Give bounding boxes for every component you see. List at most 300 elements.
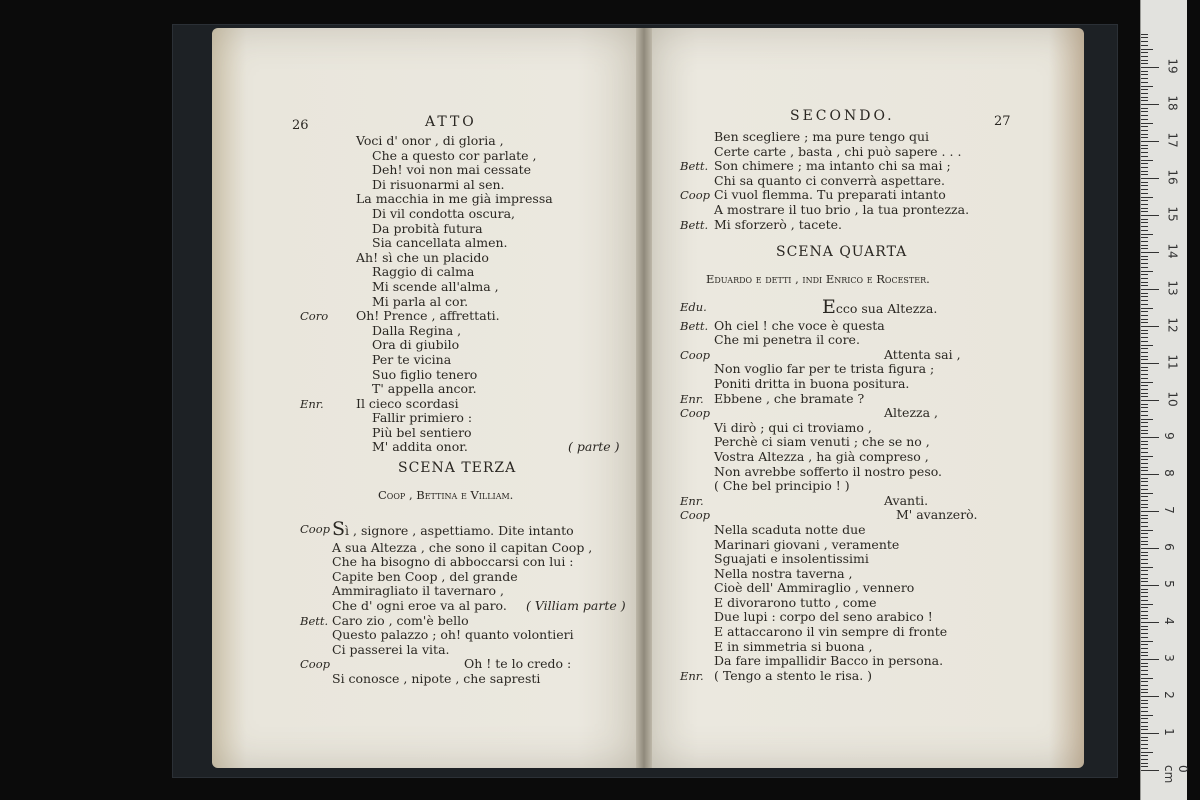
ruler-tick (1141, 300, 1148, 301)
verse-line (714, 421, 872, 436)
verse-line (372, 149, 537, 164)
line-text: La macchia in me già impressa (356, 191, 553, 207)
text-line (680, 625, 1000, 640)
speaker-label: Enr. (680, 668, 704, 683)
text-line (300, 657, 630, 672)
ruler-tick (1141, 530, 1153, 531)
ruler-tick (1141, 89, 1148, 90)
verse-line (714, 669, 872, 684)
ruler-tick (1141, 626, 1148, 627)
ruler-tick (1141, 585, 1159, 586)
ruler-tick (1141, 141, 1159, 142)
verse-line (332, 570, 518, 585)
speaker-label: Bett. (300, 613, 329, 628)
ruler-tick (1141, 522, 1148, 523)
line-text: Attenta sai , (884, 346, 961, 362)
ruler-tick (1141, 115, 1148, 116)
line-text: Suo figlio tenero (372, 366, 478, 382)
ruler-tick (1141, 715, 1153, 716)
text-line (300, 222, 630, 237)
ruler-tick (1141, 49, 1153, 50)
ruler-tick (1141, 111, 1148, 112)
verse-line (372, 265, 474, 280)
ruler-tick (1141, 467, 1148, 468)
ruler-tick (1141, 437, 1159, 438)
line-text: Mi scende all'alma , (372, 278, 499, 294)
line-text: Fallir primiero : (372, 410, 473, 426)
verse-line (372, 368, 477, 383)
line-text: A sua Altezza , che sono il capitan Coop , (332, 539, 593, 555)
ruler-tick (1141, 82, 1148, 83)
text-line (680, 377, 1000, 392)
text-line (680, 567, 1000, 582)
verse-line (714, 567, 853, 582)
ruler-number: 19 (1165, 58, 1180, 74)
ruler-tick (1141, 345, 1153, 346)
line-text: Altezza , (884, 405, 939, 421)
line-text: ( Che bel principio ! ) (714, 478, 850, 494)
ruler-tick (1141, 537, 1148, 538)
text-line (680, 362, 1000, 377)
ruler-tick (1141, 211, 1148, 212)
line-text: Certe carte , basta , chi può sapere . . . (714, 143, 962, 159)
ruler-tick (1141, 441, 1148, 442)
ruler-tick (1141, 370, 1148, 371)
ruler-tick (1141, 163, 1148, 164)
verse-line (714, 203, 969, 218)
ruler-tick (1141, 433, 1148, 434)
verse-line (714, 130, 929, 145)
ruler-tick (1141, 659, 1159, 660)
text-line (300, 555, 630, 570)
line-text: Perchè ci siam venuti ; che se no , (714, 434, 930, 450)
verse-line (372, 222, 483, 237)
ruler-number: 5 (1161, 580, 1176, 588)
ruler-number: 10 (1165, 391, 1180, 407)
verse-line (356, 251, 489, 266)
verse-line (332, 584, 504, 599)
ruler-tick (1141, 119, 1148, 120)
ruler-tick (1141, 100, 1148, 101)
verse-line (372, 382, 477, 397)
verse-line (884, 494, 928, 509)
ruler-tick (1141, 222, 1148, 223)
verse-line (714, 479, 850, 494)
scene-title-quarta: SCENA QUARTA (776, 244, 908, 260)
running-header-right: SECONDO. (790, 108, 895, 124)
text-line (680, 392, 1000, 407)
text-line (300, 599, 630, 614)
speaker-label: Coop (680, 347, 711, 362)
line-text: Che ha bisogno di abboccarsi con lui : (332, 554, 574, 570)
speaker-label: Bett. (680, 217, 709, 232)
ruler-tick (1141, 356, 1148, 357)
ruler-tick (1141, 518, 1148, 519)
ruler-number: 13 (1165, 280, 1180, 296)
verse-line (884, 406, 938, 421)
ruler-tick (1141, 160, 1153, 161)
verse-line (714, 174, 945, 189)
ruler-tick (1141, 552, 1148, 553)
ruler-tick (1141, 478, 1148, 479)
line-text: Capite ben Coop , del grande (332, 568, 518, 584)
ruler-tick (1141, 237, 1148, 238)
ruler-tick (1141, 752, 1153, 753)
line-text: Oh! Prence , affrettati. (356, 308, 500, 324)
ruler-tick (1141, 189, 1148, 190)
ruler-tick (1141, 226, 1148, 227)
ruler-tick (1141, 474, 1159, 475)
ruler-tick (1141, 759, 1148, 760)
text-line (300, 518, 630, 541)
ruler-tick (1141, 197, 1153, 198)
line-text: Si conosce , nipote , che sapresti (332, 670, 541, 686)
verse-line (714, 218, 842, 233)
line-text: Mi sforzerò , tacete. (714, 216, 842, 232)
right-dialogue-block (680, 296, 1000, 683)
ruler-tick (1141, 674, 1148, 675)
verse-line (714, 552, 869, 567)
ruler-tick (1141, 596, 1148, 597)
text-line (300, 207, 630, 222)
speaker-label: Enr. (300, 396, 324, 411)
ruler-tick (1141, 615, 1148, 616)
text-line (680, 218, 1000, 233)
ruler-tick (1141, 271, 1153, 272)
ruler-tick (1141, 41, 1148, 42)
ruler-tick (1141, 285, 1148, 286)
text-line (300, 134, 630, 149)
ruler-tick (1141, 633, 1148, 634)
ruler-tick (1141, 456, 1153, 457)
ruler-tick (1141, 526, 1148, 527)
text-line (680, 669, 1000, 684)
ruler-tick (1141, 282, 1148, 283)
ruler-tick (1141, 156, 1148, 157)
speaker-label: Coop (300, 657, 331, 672)
left-verse-block (300, 134, 630, 455)
ruler-tick (1141, 148, 1148, 149)
verse-line (356, 192, 553, 207)
line-text: Oh ciel ! che voce è questa (714, 317, 885, 333)
ruler-tick (1141, 570, 1148, 571)
ruler-tick (1141, 559, 1148, 560)
ruler-tick (1141, 485, 1148, 486)
ruler-tick (1141, 641, 1153, 642)
ruler-number: 17 (1165, 132, 1180, 148)
line-text: Che d' ogni eroe va al paro. (332, 597, 507, 613)
ruler-tick (1141, 174, 1148, 175)
verse-line (714, 640, 872, 655)
ruler-tick (1141, 274, 1148, 275)
ruler-tick (1141, 670, 1148, 671)
ruler-tick (1141, 60, 1148, 61)
verse-line (372, 440, 468, 455)
text-line (680, 596, 1000, 611)
text-line (680, 552, 1000, 567)
text-line (300, 426, 630, 441)
verse-line (714, 581, 914, 596)
text-line (300, 440, 630, 455)
text-line (680, 640, 1000, 655)
text-line (680, 465, 1000, 480)
ruler-number: 15 (1165, 206, 1180, 222)
line-text: cco sua Altezza. (835, 301, 938, 316)
ruler-tick (1141, 367, 1148, 368)
ruler-tick (1141, 296, 1148, 297)
ruler-tick (1141, 567, 1153, 568)
line-text: Questo palazzo ; oh! quanto volontieri (332, 627, 574, 643)
verse-line (332, 614, 469, 629)
ruler-tick (1141, 770, 1159, 771)
ruler-tick (1141, 167, 1148, 168)
line-text: Ah! sì che un placido (356, 249, 489, 265)
ruler-tick (1141, 304, 1148, 305)
line-text: Oh ! te lo credo : (464, 656, 572, 672)
ruler-tick (1141, 493, 1153, 494)
ruler-tick (1141, 507, 1148, 508)
line-text: T' appella ancor. (372, 381, 477, 397)
line-text: Caro zio , com'è bello (332, 612, 469, 628)
line-text: Nella scaduta notte due (714, 521, 866, 537)
ruler-tick (1141, 515, 1148, 516)
ruler-tick (1141, 267, 1148, 268)
verse-line (714, 596, 877, 611)
verse-line (372, 280, 499, 295)
book-gutter (636, 28, 652, 768)
ruler-tick (1141, 145, 1148, 146)
ruler-tick (1141, 607, 1148, 608)
ruler-tick (1141, 104, 1159, 105)
ruler-tick (1141, 622, 1159, 623)
ruler-tick (1141, 182, 1148, 183)
ruler-number: 2 (1161, 691, 1176, 699)
ruler-tick (1141, 578, 1148, 579)
ruler-tick (1141, 444, 1148, 445)
ruler-number: 12 (1165, 317, 1180, 333)
line-text: Avanti. (884, 492, 929, 508)
ruler-tick (1141, 393, 1148, 394)
text-line (300, 295, 630, 310)
ruler-tick (1141, 655, 1148, 656)
ruler-tick (1141, 322, 1148, 323)
verse-line (372, 353, 451, 368)
ruler-tick (1141, 234, 1153, 235)
verse-line (332, 555, 574, 570)
ruler-tick (1141, 430, 1148, 431)
ruler-tick (1141, 740, 1148, 741)
scene-cast-terza: Coop , Bettina e Villiam. (378, 488, 514, 502)
text-line (300, 236, 630, 251)
ruler-tick (1141, 97, 1148, 98)
ruler-tick (1141, 171, 1148, 172)
ruler-tick (1141, 600, 1148, 601)
verse-line (714, 435, 930, 450)
speaker-label: Coop (680, 188, 711, 203)
ruler-tick (1141, 426, 1148, 427)
text-line (680, 203, 1000, 218)
ruler-tick (1141, 415, 1148, 416)
ruler-tick (1141, 130, 1148, 131)
ruler-tick (1141, 681, 1148, 682)
scene-cast-quarta: Eduardo e detti , indi Enrico e Rocester. (706, 272, 930, 286)
ruler-tick (1141, 722, 1148, 723)
text-line (300, 628, 630, 643)
verse-line (884, 348, 961, 363)
text-line (300, 368, 630, 383)
ruler-tick (1141, 541, 1148, 542)
ruler-tick (1141, 289, 1159, 290)
ruler-tick (1141, 208, 1148, 209)
ruler-tick (1141, 604, 1153, 605)
text-line (680, 145, 1000, 160)
speaker-label: Bett. (680, 159, 709, 174)
line-text: Mi parla al cor. (372, 293, 469, 309)
verse-line (332, 518, 574, 540)
ruler-tick (1141, 755, 1148, 756)
ruler-tick (1141, 126, 1148, 127)
line-text: Di vil condotta oscura, (372, 205, 515, 221)
line-text: Per te vicina (372, 351, 452, 367)
verse-line (714, 523, 866, 538)
text-line (300, 353, 630, 368)
verse-line (714, 450, 929, 465)
line-text: M' addita onor. (372, 439, 468, 455)
text-line (680, 174, 1000, 189)
ruler-tick (1141, 219, 1148, 220)
ruler-tick (1141, 718, 1148, 719)
ruler-tick (1141, 696, 1159, 697)
line-text: Ebbene , che bramate ? (714, 390, 865, 406)
text-line (680, 494, 1000, 509)
ruler-tick (1141, 663, 1148, 664)
verse-line (464, 657, 571, 672)
ruler-tick (1141, 463, 1148, 464)
verse-line (714, 610, 933, 625)
ruler-tick (1141, 411, 1148, 412)
ruler-tick (1141, 766, 1148, 767)
speaker-label: Bett. (680, 318, 709, 333)
ruler-tick (1141, 544, 1148, 545)
measurement-ruler (1140, 0, 1190, 800)
verse-line (372, 295, 468, 310)
text-line (300, 382, 630, 397)
verse-line (714, 319, 885, 334)
verse-line (714, 145, 961, 160)
ruler-tick (1141, 652, 1148, 653)
ruler-tick (1141, 419, 1153, 420)
left-dialogue-block (300, 518, 630, 687)
ruler-tick (1141, 363, 1159, 364)
ruler-tick (1141, 703, 1148, 704)
line-text: Da fare impallidir Bacco in persona. (714, 653, 944, 669)
drop-cap: S (332, 518, 346, 540)
ruler-tick (1141, 71, 1148, 72)
ruler-tick (1141, 496, 1148, 497)
ruler-tick (1141, 678, 1153, 679)
verse-line (822, 296, 938, 318)
ruler-tick (1141, 178, 1159, 179)
ruler-tick (1141, 489, 1148, 490)
ruler-tick (1141, 56, 1148, 57)
ruler-tick (1141, 574, 1148, 575)
ruler-number: 18 (1165, 95, 1180, 111)
ruler-tick (1141, 63, 1148, 64)
ruler-tick (1141, 737, 1148, 738)
ruler-tick (1141, 137, 1148, 138)
ruler-tick (1141, 452, 1148, 453)
ruler-tick (1141, 330, 1148, 331)
ruler-tick (1141, 341, 1148, 342)
text-line (300, 672, 630, 687)
text-line (680, 188, 1000, 203)
text-line (300, 178, 630, 193)
line-text: Cioè dell' Ammiraglio , vennero (714, 580, 915, 596)
speaker-label: Coop (680, 508, 711, 523)
ruler-tick (1141, 45, 1148, 46)
ruler-tick (1141, 396, 1148, 397)
ruler-tick (1141, 448, 1148, 449)
text-line (680, 435, 1000, 450)
ruler-tick (1141, 481, 1148, 482)
speaker-label: Coop (300, 522, 331, 536)
verse-line (332, 541, 592, 556)
text-line (680, 319, 1000, 334)
ruler-tick (1141, 500, 1148, 501)
ruler-tick (1141, 193, 1148, 194)
line-text: Nella nostra taverna , (714, 565, 853, 581)
verse-line (714, 333, 860, 348)
ruler-tick (1141, 689, 1148, 690)
verse-line (372, 411, 472, 426)
line-text: Sia cancellata almen. (372, 235, 508, 251)
ruler-tick (1141, 692, 1148, 693)
ruler-tick (1141, 311, 1148, 312)
line-text: Vi dirò ; qui ci troviamo , (714, 419, 872, 435)
ruler-tick (1141, 215, 1159, 216)
text-line (680, 479, 1000, 494)
ruler-tick (1141, 470, 1148, 471)
verse-line (714, 362, 934, 377)
line-text: Chi sa quanto ci converrà aspettare. (714, 172, 945, 188)
verse-line (896, 508, 977, 523)
line-text: Deh! voi non mai cessate (372, 162, 532, 178)
ruler-tick (1141, 359, 1148, 360)
line-text: Vostra Altezza , ha già compreso , (714, 448, 929, 464)
text-line (300, 163, 630, 178)
text-line (300, 149, 630, 164)
line-text: Raggio di calma (372, 264, 475, 280)
ruler-tick (1141, 123, 1153, 124)
line-text: Di risuonarmi al sen. (372, 176, 505, 192)
text-line (300, 570, 630, 585)
line-text: Marinari giovani , veramente (714, 536, 900, 552)
verse-line (372, 178, 505, 193)
ruler-tick (1141, 348, 1148, 349)
text-line (300, 643, 630, 658)
line-text: Ammiragliato il tavernaro , (332, 583, 504, 599)
page-number-right: 27 (994, 114, 1011, 129)
text-line (300, 397, 630, 412)
text-line (680, 450, 1000, 465)
ruler-tick (1141, 74, 1148, 75)
text-line (300, 251, 630, 266)
line-text: Ci vuol flemma. Tu preparati intanto (714, 187, 946, 203)
line-text: Che mi penetra il core. (714, 332, 860, 348)
text-line (300, 192, 630, 207)
ruler-tick (1141, 37, 1148, 38)
verse-line (372, 163, 531, 178)
